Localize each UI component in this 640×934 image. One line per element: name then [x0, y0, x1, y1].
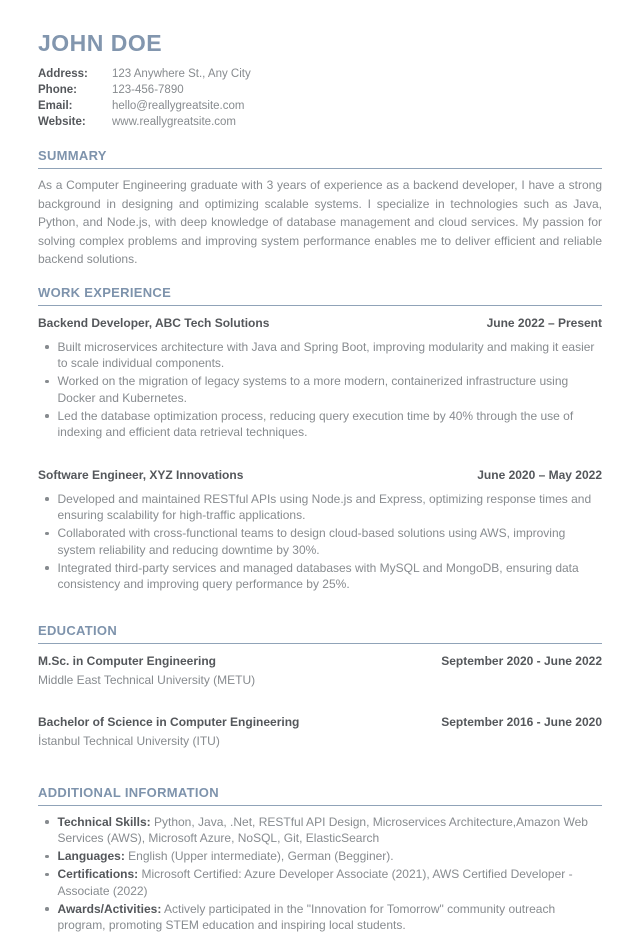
- contact-value-phone: 123-456-7890: [112, 84, 184, 96]
- education-degree: Bachelor of Science in Computer Engineering: [38, 714, 300, 729]
- bullet-dot-icon: [45, 414, 49, 418]
- contact-info: [38, 66, 602, 130]
- job-bullet-text: Built microservices architecture with Java and Spring Boot, improving modularity and making it easier to scale individual components.: [57, 339, 595, 370]
- contact-label-phone: Phone:: [38, 84, 77, 96]
- job-entry-backend-developer: [38, 315, 602, 441]
- bullet-dot-icon: [45, 380, 49, 384]
- job-dates: June 2020 – May 2022: [477, 467, 602, 482]
- contact-value-email: hello@reallygreatsite.com: [112, 100, 245, 112]
- additional-bullet-label: Technical Skills:: [57, 814, 151, 829]
- additional-bullet-body: English (Upper intermediate), German (Begginer).: [124, 849, 394, 863]
- education-entry-msc: [38, 653, 602, 688]
- education-dates: September 2016 - June 2020: [441, 714, 602, 729]
- additional-bullet-technical-skills: [38, 814, 602, 847]
- additional-bullet-text: [58, 901, 603, 934]
- additional-bullet-languages: [38, 848, 602, 865]
- job-bullet: [38, 560, 602, 593]
- additional-bullet-list: [38, 814, 602, 934]
- additional-bullet-text: [58, 848, 394, 865]
- job-bullet: [38, 339, 602, 372]
- additional-bullet-label: Certifications:: [57, 867, 139, 881]
- job-bullet-text: Led the database optimization process, reducing query execution time by 40% through the use of indexing and efficient data retrieval techniques.: [57, 408, 574, 439]
- job-header: [38, 467, 602, 483]
- additional-bullet-awards-activities: [38, 901, 602, 934]
- education-header: [38, 653, 602, 669]
- bullet-dot-icon: [45, 855, 49, 859]
- contact-value-address: 123 Anywhere St., Any City: [112, 68, 251, 80]
- person-name: JOHN DOE: [38, 30, 163, 56]
- education-school: Middle East Technical University (METU): [38, 672, 256, 687]
- job-bullet-text: Worked on the migration of legacy systems to a more modern, containerized infrastructure using Docker and Kubernetes.: [57, 374, 569, 405]
- bullet-dot-icon: [45, 907, 49, 911]
- education-title: EDUCATION: [38, 623, 602, 644]
- additional-bullet-body: Microsoft Certified: Azure Developer Associate (2021), AWS Certified Developer - Associate (2022): [57, 867, 573, 898]
- work-experience-section: [38, 285, 602, 593]
- bullet-dot-icon: [45, 566, 49, 570]
- education-degree: M.Sc. in Computer Engineering: [38, 653, 217, 668]
- additional-information-title: ADDITIONAL INFORMATION: [38, 785, 602, 806]
- job-entry-software-engineer: [38, 467, 602, 593]
- job-bullet-text: Developed and maintained RESTful APIs using Node.js and Express, optimizing response times and ensuring scalability for high-traffic applications.: [57, 491, 592, 522]
- job-bullet: [38, 408, 602, 441]
- contact-label-email: Email:: [38, 100, 73, 112]
- summary-text: As a Computer Engineering graduate with 3 years of experience as a backend developer, I have a strong background in designing and optimizing scalable systems. I specialize in technologies such as Java, Python, and Node.js, with deep knowledge of database management and cloud services. My passion for solving complex problems and improving system performance enables me to deliver efficient and reliable backend solutions.: [38, 178, 602, 266]
- education-dates: September 2020 - June 2022: [441, 653, 602, 668]
- job-bullet: [38, 491, 602, 524]
- additional-bullet-body: Actively participated in the "Innovation for Tomorrow" community outreach program, promoting STEM education and inspiring local students.: [57, 901, 556, 932]
- job-header: [38, 315, 602, 331]
- additional-bullet-body: Python, Java, .Net, RESTful API Design, Microservices Architecture,Amazon Web Services (AWS), Microsoft Azure, NoSQL, Git, ElasticSearch: [57, 814, 588, 845]
- additional-bullet-certifications: [38, 866, 602, 899]
- education-header: [38, 714, 602, 730]
- bullet-dot-icon: [45, 497, 49, 501]
- summary-section: [38, 148, 602, 269]
- additional-bullet-text: [58, 866, 603, 899]
- education-school: İstanbul Technical University (ITU): [38, 733, 220, 748]
- additional-information-section: [38, 785, 602, 934]
- additional-bullet-label: Languages:: [57, 849, 125, 863]
- bullet-dot-icon: [45, 873, 49, 877]
- job-bullet-list: [38, 491, 602, 593]
- bullet-dot-icon: [45, 345, 49, 349]
- bullet-dot-icon: [45, 532, 49, 536]
- job-bullet: [38, 373, 602, 406]
- summary-title: SUMMARY: [38, 148, 602, 169]
- contact-label-website: Website:: [38, 116, 86, 128]
- job-dates: June 2022 – Present: [486, 315, 602, 330]
- additional-bullet-label: Awards/Activities:: [57, 901, 162, 916]
- job-role: Backend Developer, ABC Tech Solutions: [38, 315, 270, 330]
- additional-bullet-text: [58, 814, 603, 847]
- education-section: [38, 623, 602, 749]
- job-bullet-text: Integrated third-party services and managed databases with MySQL and MongoDB, ensuring data consistency and improving query performance by 25%.: [57, 560, 579, 591]
- job-bullet: [38, 525, 602, 558]
- education-entry-bsc: [38, 714, 602, 749]
- job-bullet-list: [38, 339, 602, 441]
- job-bullet-text: Collaborated with cross-functional teams to design cloud-based solutions using AWS, improving system reliability and reducing downtime by 30%.: [57, 526, 566, 557]
- job-role: Software Engineer, XYZ Innovations: [38, 467, 244, 482]
- contact-value-website: www.reallygreatsite.com: [112, 116, 236, 128]
- bullet-dot-icon: [45, 820, 49, 824]
- contact-label-address: Address:: [38, 68, 88, 80]
- work-experience-title: WORK EXPERIENCE: [38, 285, 602, 306]
